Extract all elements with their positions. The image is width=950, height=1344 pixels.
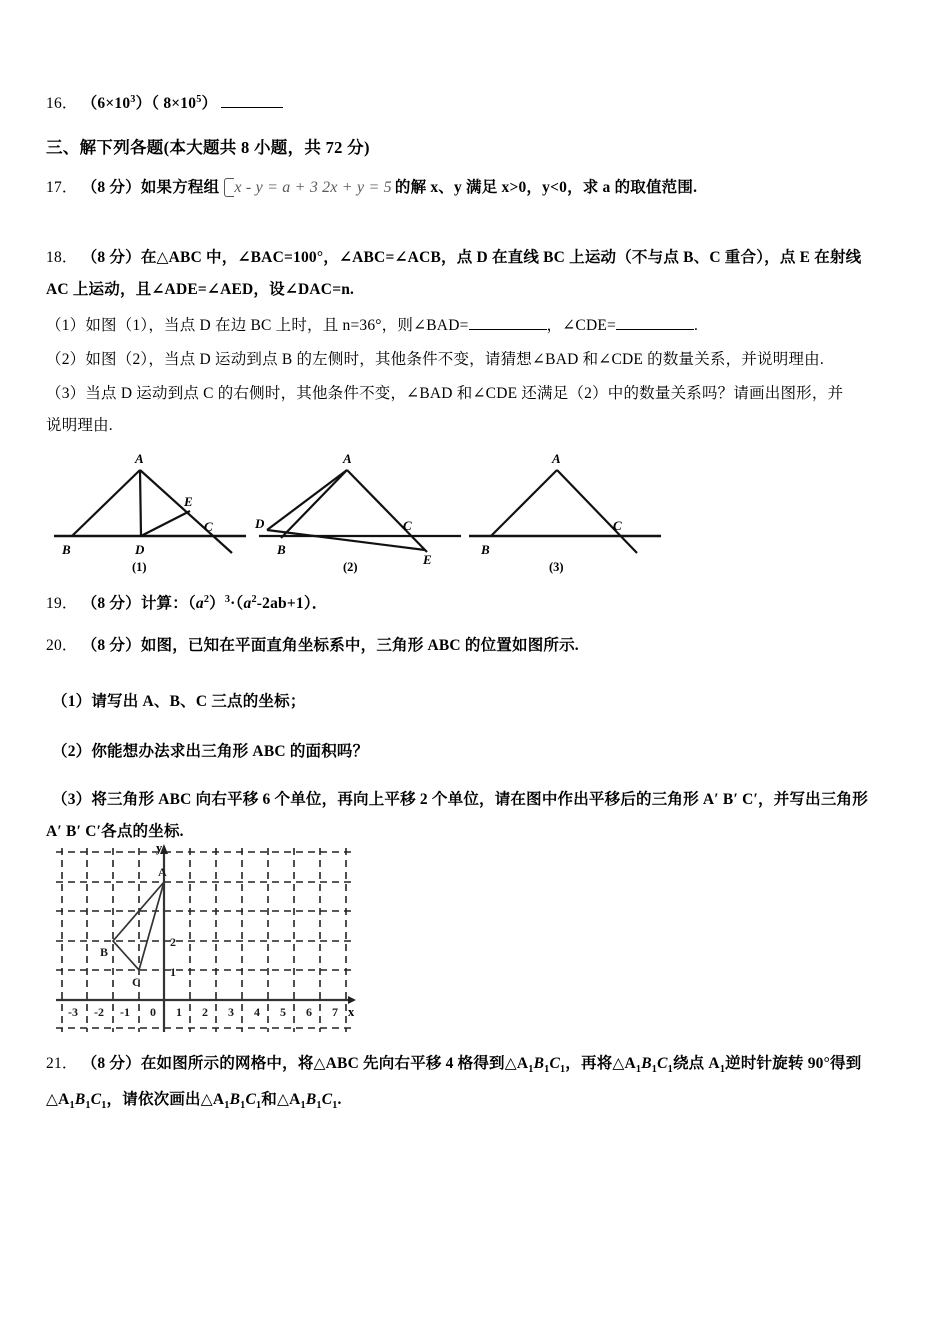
x-tick-1: -2 [94, 1005, 104, 1019]
problem-19 [46, 592, 327, 615]
problem-21-l2-sub-9: 1 [332, 1100, 338, 1112]
figure-2-segment-ba [281, 470, 347, 538]
problem-17-equation-2: 2x + y = 5 [322, 178, 392, 196]
problem-17 [46, 176, 697, 200]
figure-1-label-a: A [135, 451, 144, 466]
figure-1-label-d: D [135, 542, 145, 557]
problem-20-part2: （2）你能想办法求出三角形 ABC 的面积吗？ [52, 743, 369, 760]
figure-1-label-b: B [62, 542, 71, 557]
x-tick-9: 6 [306, 1005, 312, 1019]
problem-17-equation-1: x - y = a + 3 [234, 178, 319, 196]
problem-21-text-h: 逆时针旋转 90°得到 [725, 1055, 862, 1072]
problem-19-close-paren: ） [209, 595, 225, 612]
figure-3-label-a: A [552, 451, 561, 466]
axes [56, 844, 356, 1032]
y-tick-1: 2 [170, 935, 176, 949]
problem-20-text-line1: 如图，已知在平面直角坐标系中，三角形 ABC 的位置如图所示. [140, 637, 579, 654]
problem-16-number: 16． [46, 95, 78, 112]
y-axis-name: y [156, 841, 163, 855]
problem-21-text-d: ，再将△A [565, 1055, 636, 1072]
problem-16-mid-paren: ）（ [135, 95, 160, 112]
point-label-b: B [100, 945, 109, 959]
figure-1-label-c: C [204, 519, 213, 534]
figure-2-segment-de [267, 530, 425, 550]
x-tick-6: 3 [228, 1005, 234, 1019]
figure-1-segment-ac [140, 470, 232, 553]
problem-20 [46, 634, 579, 657]
problem-18-score: （8 分） [81, 249, 141, 266]
problem-17-equation-system [222, 176, 392, 199]
figure-1-segment-ad [140, 470, 141, 536]
figure-2-label-b: B [277, 542, 286, 557]
problem-18-text-line2: AC 上运动，且∠ADE=∠AED，设∠DAC=n. [46, 281, 355, 298]
problem-19-prefix: 计算：（ [140, 595, 196, 612]
problem-16-term1-exponent: 3 [130, 93, 136, 105]
figure-2 [255, 448, 465, 574]
x-axis-name: x [348, 1005, 355, 1019]
figure-2-svg [255, 448, 465, 566]
x-tick-7: 4 [254, 1005, 260, 1019]
problem-21-line1 [46, 1052, 861, 1075]
problem-21-l2-sub-7: 1 [300, 1100, 306, 1112]
problem-20-part3-cont: A′ B′ C′各点的坐标. [46, 823, 184, 840]
problem-21-l2-c: C [90, 1091, 102, 1108]
problem-18-number: 18． [46, 249, 78, 266]
problem-21-l2-sub-2: 1 [85, 1100, 91, 1112]
problem-16-answer-blank[interactable] [221, 94, 283, 108]
problem-21-l2-j: . [337, 1091, 342, 1108]
problem-16-term1: 6×10 [97, 95, 131, 112]
problem-19-score: （8 分） [81, 595, 141, 612]
y-tick-labels [170, 935, 176, 979]
problem-20-score: （8 分） [81, 637, 141, 654]
problem-21-l2-sub-5: 1 [240, 1100, 246, 1112]
problem-20-number: 20． [46, 637, 78, 654]
figure-2-label-a: A [343, 451, 352, 466]
problem-21-sub-2: 1 [544, 1064, 550, 1076]
figure-3 [465, 448, 665, 574]
figure-1-segment-de [141, 511, 190, 536]
figure-1 [50, 448, 250, 574]
problem-19-expr-rest: -2ab+1）． [256, 595, 328, 612]
figure-2-segment-da [267, 470, 347, 530]
problem-18-part1-end: . [693, 317, 699, 334]
problem-17-lead: 如果方程组 [140, 179, 220, 196]
problem-18-part3-cont: 说明理由. [46, 417, 113, 434]
problem-21-line2 [46, 1088, 342, 1111]
problem-21-l2-h: B [305, 1091, 317, 1108]
problem-21-text-g: 绕点 A [672, 1055, 720, 1072]
problem-19-outer-exponent: 3 [224, 593, 231, 605]
figure-1-svg [50, 448, 250, 560]
figure-3-label-b: B [481, 542, 490, 557]
problem-18-line1 [46, 246, 861, 269]
problem-19-a-base: a [195, 595, 204, 612]
x-tick-3: 0 [150, 1005, 156, 1019]
problem-18-part2: （2）如图（2），当点 D 运动到点 B 的左侧时，其他条件不变，请猜想∠BAD 和∠CDE 的数量关系，并说明理由. [46, 351, 824, 368]
figure-3-label-c: C [613, 518, 622, 533]
problem-21-l2-sub-1: 1 [69, 1100, 75, 1112]
problem-19-number: 19． [46, 595, 78, 612]
figure-3-segment-ab [491, 470, 557, 536]
problem-21-text-e: B [641, 1055, 652, 1072]
figure-3-segment-ac [557, 470, 637, 553]
problem-21-l2-sub-4: 1 [224, 1100, 230, 1112]
x-tick-10: 7 [332, 1005, 338, 1019]
problem-17-tail: 的解 x、y 满足 x>0，y<0，求 a 的取值范围. [394, 179, 698, 196]
problem-21-l2-g: 和△A [261, 1091, 301, 1108]
problem-21-l2-e: B [229, 1091, 241, 1108]
problem-21-l2-a: △A [46, 1091, 70, 1108]
problem-21-sub-5: 1 [651, 1064, 658, 1076]
figure-2-label-c: C [403, 518, 412, 533]
problem-21-sub-1: 1 [528, 1064, 534, 1076]
section-3-heading: 三、解下列各题(本大题共 8 小题，共 72 分) [46, 138, 370, 157]
x-axis-arrow [348, 996, 356, 1004]
coordinate-grid-figure [48, 840, 360, 1040]
problem-18-part1-text: （1）如图（1），当点 D 在边 BC 上时，且 n=36°，则∠BAD= [46, 317, 469, 334]
figure-3-caption: (3) [549, 560, 564, 574]
problem-21-l2-f: C [245, 1091, 256, 1108]
problem-21-sub-3: 1 [559, 1064, 566, 1076]
problem-18-text-line1: 在△ABC 中，∠BAC=100°，∠ABC=∠ACB，点 D 在直线 BC 上运动（不与点 B、C 重合），点 E 在射线 [140, 249, 862, 266]
figure-2-caption: (2) [343, 560, 358, 574]
problem-21-l2-sub-3: 1 [101, 1100, 107, 1112]
problem-19-a-exponent: 2 [203, 593, 210, 605]
problem-18-blank-bad[interactable] [469, 317, 547, 330]
problem-17-score: （8 分） [81, 179, 141, 196]
problem-18-part3: （3）当点 D 运动到点 C 的右侧时，其他条件不变，∠BAD 和∠CDE 还满足（2）中的数量关系吗？请画出图形，并 [46, 385, 844, 402]
figure-1-caption: (1) [132, 560, 147, 574]
problem-21-text-a: 在如图所示的网格中，将△ABC 先向右平移 4 格得到△A [140, 1055, 529, 1072]
x-tick-2: -1 [120, 1005, 130, 1019]
figure-2-label-e: E [423, 552, 432, 567]
problem-16-term2: 8×10 [163, 95, 197, 112]
problem-20-part1: （1）请写出 A、B、C 三点的坐标； [52, 693, 306, 710]
problem-19-expr-base: a [243, 595, 252, 612]
problem-20-part3: （3）将三角形 ABC 向右平移 6 个单位，再向上平移 2 个单位，请在图中作出平移后的三角形 A′ B′ C′，并写出三角形 [52, 791, 868, 808]
x-tick-4: 1 [176, 1005, 182, 1019]
problem-21-number: 21． [46, 1055, 78, 1072]
problem-21-sub-4: 1 [635, 1064, 642, 1076]
x-tick-labels [68, 1005, 338, 1019]
problem-21-text-b: B [533, 1055, 545, 1072]
problem-18-part1-mid: ，∠CDE= [546, 317, 616, 334]
problem-19-expr-exponent: 2 [251, 593, 257, 605]
problem-21-l2-sub-6: 1 [255, 1100, 262, 1112]
problem-18-blank-cde[interactable] [616, 317, 694, 330]
problem-18-part1 [46, 314, 698, 337]
problem-21-text-c: C [549, 1055, 560, 1072]
figure-3-svg [465, 448, 665, 560]
x-tick-5: 2 [202, 1005, 208, 1019]
problem-21-sub-6: 1 [667, 1064, 673, 1076]
problem-21-l2-sub-8: 1 [316, 1100, 322, 1112]
problem-21-l2-i: C [321, 1091, 333, 1108]
y-tick-0: 1 [170, 965, 176, 979]
problem-21-sub-7: 1 [719, 1064, 726, 1076]
problem-16-term2-exponent: 5 [196, 93, 202, 105]
problem-16-close-paren: ） [201, 95, 218, 112]
problem-16 [46, 92, 283, 115]
figure-1-label-e: E [184, 494, 193, 509]
problem-21-text-f: C [657, 1055, 668, 1072]
figure-2-label-d: D [255, 516, 265, 531]
x-tick-0: -3 [68, 1005, 78, 1019]
problem-21-l2-b: B [74, 1091, 86, 1108]
x-tick-8: 5 [280, 1005, 286, 1019]
figure-2-segment-ac-e [347, 470, 427, 552]
problem-19-dot: ·（ [230, 595, 244, 612]
problem-16-open-paren: （ [81, 95, 98, 112]
coordinate-grid-svg [48, 840, 360, 1040]
figure-1-segment-ab [72, 470, 140, 536]
point-label-c: C [132, 975, 141, 989]
problem-21-score: （8 分） [81, 1055, 141, 1072]
problem-21-l2-d: ，请依次画出△A [106, 1091, 225, 1108]
point-label-a: A [158, 865, 167, 879]
problem-17-number: 17． [46, 179, 78, 196]
